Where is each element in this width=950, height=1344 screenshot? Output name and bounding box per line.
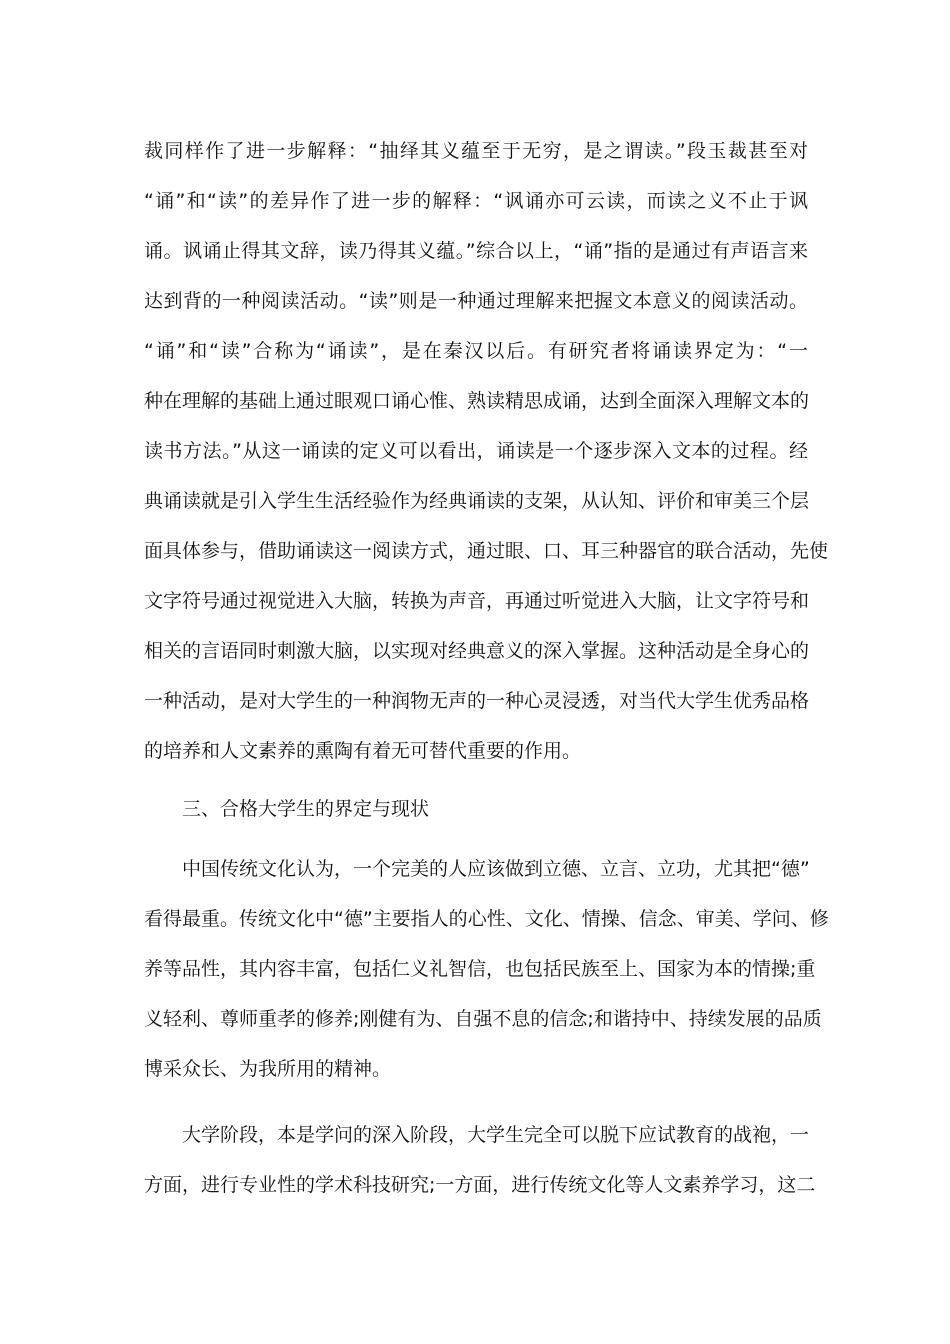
text-line: 方面，进行专业性的学术科技研究;一方面，进行传统文化等人文素养学习，这二 <box>144 1174 816 1196</box>
paragraph-university-stage <box>144 1110 816 1210</box>
text-line: 典诵读就是引入学生生活经验作为经典诵读的支架，从认知、评价和审美三个层 <box>144 490 810 512</box>
text-line: 相关的言语同时刺激大脑，以实现对经典意义的深入掌握。这种活动是全身心的 <box>144 640 810 662</box>
text-line: 达到背的一种阅读活动。“读”则是一种通过理解来把握文本意义的阅读活动。 <box>144 290 808 312</box>
text-line: 种在理解的基础上通过眼观口诵心惟、熟读精思成诵，达到全面深入理解文本的 <box>144 390 810 412</box>
paragraph-virtue <box>144 844 829 1094</box>
text-line: 博采众长、为我所用的精神。 <box>144 1058 392 1080</box>
text-line: 养等品性，其内容丰富，包括仁义礼智信，也包括民族至上、国家为本的情操;重 <box>144 958 816 980</box>
text-line: 一种活动，是对大学生的一种润物无声的一种心灵浸透，对当代大学生优秀品格 <box>144 690 810 712</box>
text-line: 面具体参与，借助诵读这一阅读方式，通过眼、口、耳三种器官的联合活动，先使 <box>144 540 829 562</box>
text-line: “诵”和“读”合称为“诵读”，是在秦汉以后。有研究者将诵读界定为：“一 <box>144 340 808 362</box>
paragraph-reading-definition <box>144 126 829 776</box>
text-line: 诵。讽诵止得其文辞，读乃得其义蕴。”综合以上，“诵”指的是通过有声语言来 <box>144 240 808 262</box>
text-line: “诵”和“读”的差异作了进一步的解释：“讽诵亦可云读，而读之义不止于讽 <box>144 190 808 212</box>
text-line: 裁同样作了进一步解释：“抽绎其义蕴至于无穷，是之谓读。”段玉裁甚至对 <box>144 140 808 162</box>
text-line: 中国传统文化认为，一个完美的人应该做到立德、立言、立功，尤其把“德” <box>182 858 810 880</box>
section-heading: 三、合格大学生的界定与现状 <box>182 798 430 820</box>
section-heading-block <box>144 784 808 834</box>
text-line: 看得最重。传统文化中“德”主要指人的心性、文化、情操、信念、审美、学问、修 <box>144 908 829 930</box>
text-line: 大学阶段，本是学问的深入阶段，大学生完全可以脱下应试教育的战袍，一 <box>182 1124 810 1146</box>
text-line: 义轻利、尊师重孝的修养;刚健有为、自强不息的信念;和谐持中、持续发展的品质 <box>144 1008 822 1030</box>
text-line: 文字符号通过视觉进入大脑，转换为声音，再通过听觉进入大脑，让文字符号和 <box>144 590 810 612</box>
text-line: 的培养和人文素养的熏陶有着无可替代重要的作用。 <box>144 740 582 762</box>
text-line: 读书方法。”从这一诵读的定义可以看出，诵读是一个逐步深入文本的过程。经 <box>144 440 808 462</box>
